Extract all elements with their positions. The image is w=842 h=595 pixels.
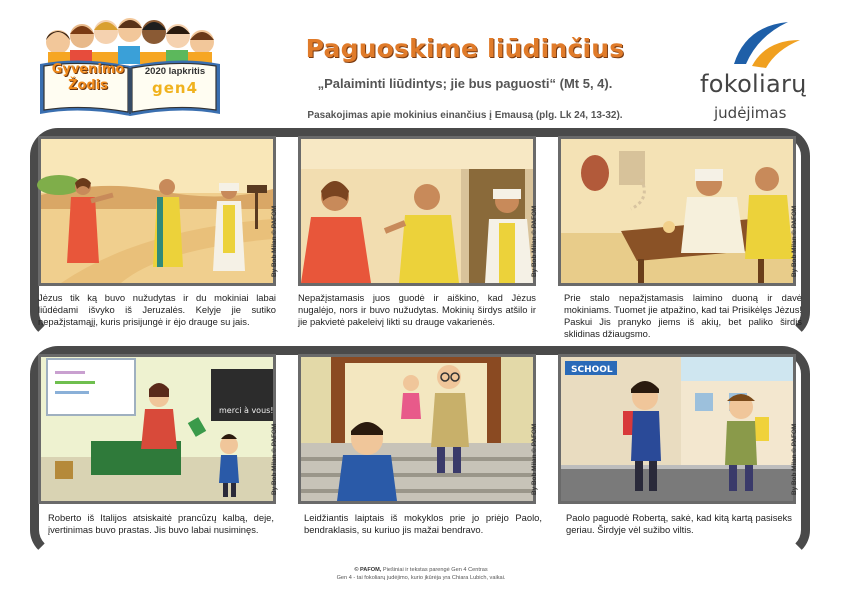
girl-figure <box>401 375 421 419</box>
children-illustration <box>46 18 214 64</box>
panel-4-classroom <box>38 354 276 504</box>
footer-line2: Gen 4 - tai fokoliarų judėjimo, kurio įkūrėja yra Chiara Lubich, vaikai. <box>336 575 506 581</box>
blackboard-writing: merci à vous! <box>219 406 274 415</box>
panel-1-road <box>38 136 276 286</box>
panel-1-caption: Jėzus tik ką buvo nužudytas ir du mokiniai labai liūdėdami išvyko iš Jeruzalės. Kelyje jie sutiko nepažįstamąjį, kuris prisijungė ir ėjo drauge su jais. <box>38 292 276 327</box>
panel-credit: By Bob Milan © PAFOM <box>791 205 798 277</box>
panel-credit: By Bob Milan © PAFOM <box>271 205 278 277</box>
panel-4-caption: Roberto iš Italijos atsiskaitė prancūzų kalbą, deje, įvertinimas buvo prastas. Jis buvo labai nusiminęs. <box>48 512 274 535</box>
footer <box>230 566 612 582</box>
gen4-logo: gen4 <box>151 79 199 97</box>
panel-5-caption: Leidžiantis laiptais iš mokyklos prie jo priėjo Paolo, bendraklasis, su kuriuo jis mažai bendravo. <box>304 512 542 535</box>
panel-3-caption: Prie stalo nepažįstamasis laimino duoną ir davė mokiniams. Tuomet jie atpažino, kad tai Prisikėlęs Jėzus! Paskui Jis pranyko jiems iš akių, bet paliko širdis sklidinas džiaugsmo. <box>564 292 802 339</box>
panel-credit: By Bob Milan © PAFOM <box>271 423 278 495</box>
gyvenimo-zodis-logo <box>30 10 230 122</box>
panel-2-invitation <box>298 136 536 286</box>
projection-screen <box>47 359 135 415</box>
waste-bin <box>55 461 73 479</box>
brand-subtitle: judėjimas <box>714 104 787 122</box>
footer-line1: Piešiniai ir tekstas parengė Gen 4 Centras <box>381 567 488 573</box>
panel-6-school-street <box>558 354 796 504</box>
bible-verse: „Palaiminti liūdintys; jie bus paguosti“ (Mt 5, 4). <box>317 76 613 91</box>
panel-5-stairs <box>298 354 536 504</box>
page-title: Paguoskime liūdinčius <box>305 34 625 63</box>
panel-credit: By Bob Milan © PAFOM <box>791 423 798 495</box>
clay-jar <box>581 155 609 191</box>
book-title-line1: Gyvenimo <box>51 62 125 77</box>
panel-2-caption: Nepažįstamasis juos guodė ir aiškino, kad Jėzus nugalėjo, nors ir buvo nužudytas. Mokinių širdys atšilo ir jie pakvietė pakeleivį likti su drauge vakarienės. <box>298 292 536 327</box>
brand-name: fokoliarų <box>700 70 807 98</box>
book-date: 2020 lapkritis <box>144 66 206 77</box>
footer-copyright: © PAFOM, <box>354 567 382 573</box>
story-subtitle: Pasakojimas apie mokinius einančius į Emausą (plg. Lk 24, 13-32). <box>307 110 623 121</box>
panel-6-caption: Paolo paguodė Robertą, sakė, kad kitą kartą pasiseks geriau. Širdyje vėl sužibo viltis. <box>566 512 792 535</box>
panel-3-supper <box>558 136 796 286</box>
book-title-line2: Žodis <box>68 78 108 93</box>
school-sign-text: SCHOOL <box>571 365 613 375</box>
panel-credit: By Bob Milan © PAFOM <box>531 205 538 277</box>
panel-credit: By Bob Milan © PAFOM <box>531 423 538 495</box>
